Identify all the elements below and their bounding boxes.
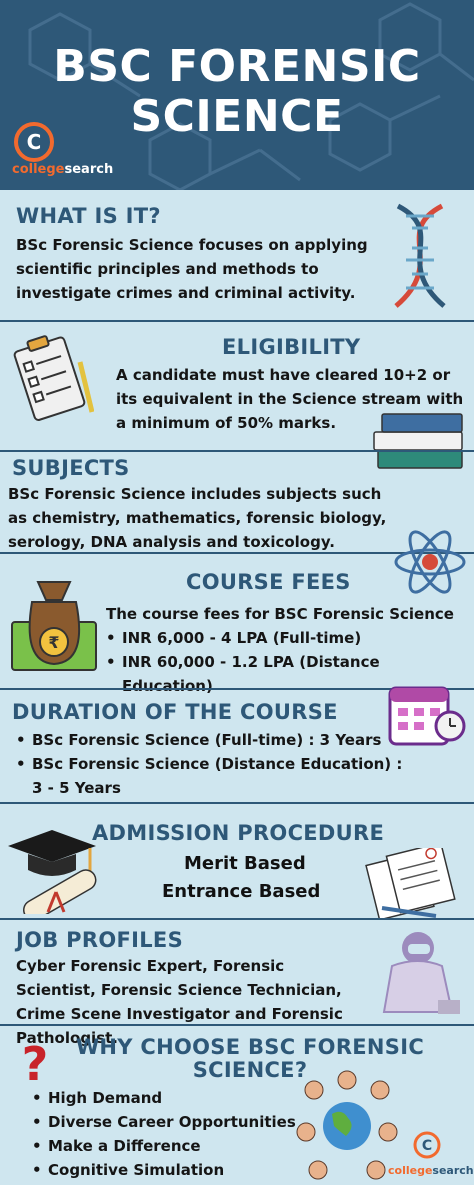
globe-people-icon	[294, 1070, 400, 1182]
list-item: • Diverse Career Opportunities	[30, 1110, 310, 1134]
calendar-clock-icon	[386, 680, 468, 750]
heading-eligibility: ELIGIBILITY	[222, 335, 361, 359]
footer-logo-wordmark: collegesearch	[388, 1164, 474, 1177]
section-duration	[0, 688, 474, 802]
heading-what-is-it: WHAT IS IT?	[16, 204, 161, 228]
svg-text:?: ?	[21, 1038, 49, 1088]
admission-merit: Merit Based	[184, 853, 306, 874]
heading-subjects: SUBJECTS	[12, 456, 130, 480]
forensic-investigator-icon	[368, 926, 468, 1018]
list-item: • BSc Forensic Science (Full-time) : 3 Years	[14, 728, 414, 752]
footer-logo-icon	[412, 1130, 442, 1160]
admission-entrance: Entrance Based	[162, 881, 321, 902]
svg-text:C: C	[421, 1138, 433, 1154]
heading-admission: ADMISSION PROCEDURE	[92, 821, 385, 845]
svg-text:C: C	[26, 130, 42, 154]
graduation-cap-diploma-icon	[4, 818, 100, 914]
section-eligibility	[0, 320, 474, 450]
svg-text:₹: ₹	[48, 633, 60, 652]
logo-wordmark: collegesearch	[12, 162, 114, 177]
documents-pen-icon	[364, 848, 468, 920]
section-why-choose	[0, 1024, 474, 1185]
atom-icon	[392, 524, 468, 600]
money-bag-icon	[8, 572, 100, 676]
page-title	[0, 42, 474, 142]
section-what-is-it	[0, 190, 474, 320]
heading-why-line-2: SCIENCE?	[192, 1058, 308, 1082]
subjects-text: BSc Forensic Science includes subjects such as chemistry, mathematics, forensic biology, serology, DNA analysis and toxicology.	[8, 485, 387, 551]
heading-job-profiles: JOB PROFILES	[16, 928, 184, 952]
list-item: • High Demand	[30, 1086, 310, 1110]
clipboard-checklist-icon	[10, 332, 94, 428]
list-item: • INR 6,000 - 4 LPA (Full-time)	[104, 626, 470, 650]
duration-list	[14, 728, 414, 800]
dna-icon	[382, 202, 458, 310]
collegesearch-logo-icon	[14, 122, 54, 162]
why-choose-list	[30, 1086, 310, 1182]
title-line-1: BSC FORENSIC	[53, 41, 421, 92]
section-course-fees	[0, 552, 474, 695]
heading-duration: DURATION OF THE COURSE	[12, 700, 338, 724]
title-line-2: SCIENCE	[130, 91, 344, 142]
what-is-it-text: BSc Forensic Science focuses on applying scientific principles and methods to investigate crimes and criminal activity.	[16, 236, 368, 302]
section-admission	[0, 802, 474, 918]
course-fees-intro: The course fees for BSC Forensic Science	[106, 605, 454, 623]
job-profiles-text: Cyber Forensic Expert, Forensic Scientist, Forensic Science Technician, Crime Scene Investigator and Forensic Pathologist.	[16, 957, 343, 1047]
heading-course-fees: COURSE FEES	[186, 570, 351, 594]
eligibility-text: A candidate must have cleared 10+2 or its equivalent in the Science stream with a minimum of 50% marks.	[116, 366, 464, 432]
header-banner	[0, 0, 474, 190]
list-item: • INR 60,000 - 1.2 LPA (Distance Education)	[104, 650, 470, 698]
list-item: • BSc Forensic Science (Distance Education) : 3 - 5 Years	[14, 752, 414, 800]
heading-why-line-1: WHY CHOOSE BSC FORENSIC	[75, 1035, 425, 1059]
question-mark-icon	[18, 1038, 52, 1088]
list-item: • Make a Difference	[30, 1134, 310, 1158]
list-item: • Cognitive Simulation	[30, 1158, 310, 1182]
